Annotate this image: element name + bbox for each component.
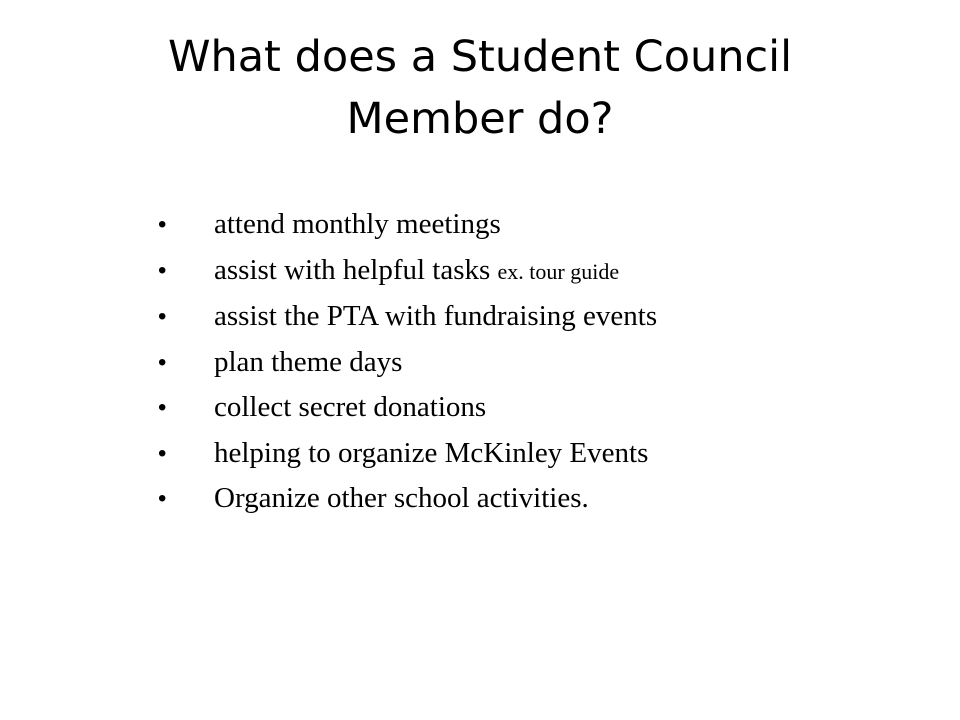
bullet-item (158, 476, 657, 522)
bullet-icon: • (158, 303, 167, 330)
bullet-text: attend monthly meetings (214, 208, 501, 240)
bullet-text-note: ex. tour guide (497, 258, 620, 284)
bullet-icon: • (158, 211, 167, 238)
bullet-item (158, 202, 657, 248)
bullet-item (158, 431, 657, 477)
bullet-text: collect secret donations (214, 391, 487, 423)
bullet-icon: • (158, 485, 167, 512)
slide-title (60, 26, 900, 150)
slide-title-line-1: What does a Student Council (167, 32, 793, 82)
bullet-text: helping to organize McKinley Events (214, 436, 649, 469)
bullet-icon: • (158, 439, 167, 467)
bullet-text: plan theme days (214, 345, 403, 378)
bullet-icon: • (158, 394, 167, 421)
bullet-item (158, 248, 657, 295)
slide-title-line-2: Member do? (346, 94, 614, 144)
bullet-item (158, 340, 657, 386)
bullet-item (158, 294, 657, 340)
bullet-icon: • (158, 256, 167, 284)
bullet-icon: • (158, 348, 167, 376)
bullet-item (158, 385, 657, 431)
bullet-text: Organize other school activities. (214, 482, 589, 514)
bullet-text: assist with helpful tasks (214, 253, 498, 286)
bullet-list (158, 202, 657, 522)
bullet-text: assist the PTA with fundraising events (214, 300, 658, 332)
